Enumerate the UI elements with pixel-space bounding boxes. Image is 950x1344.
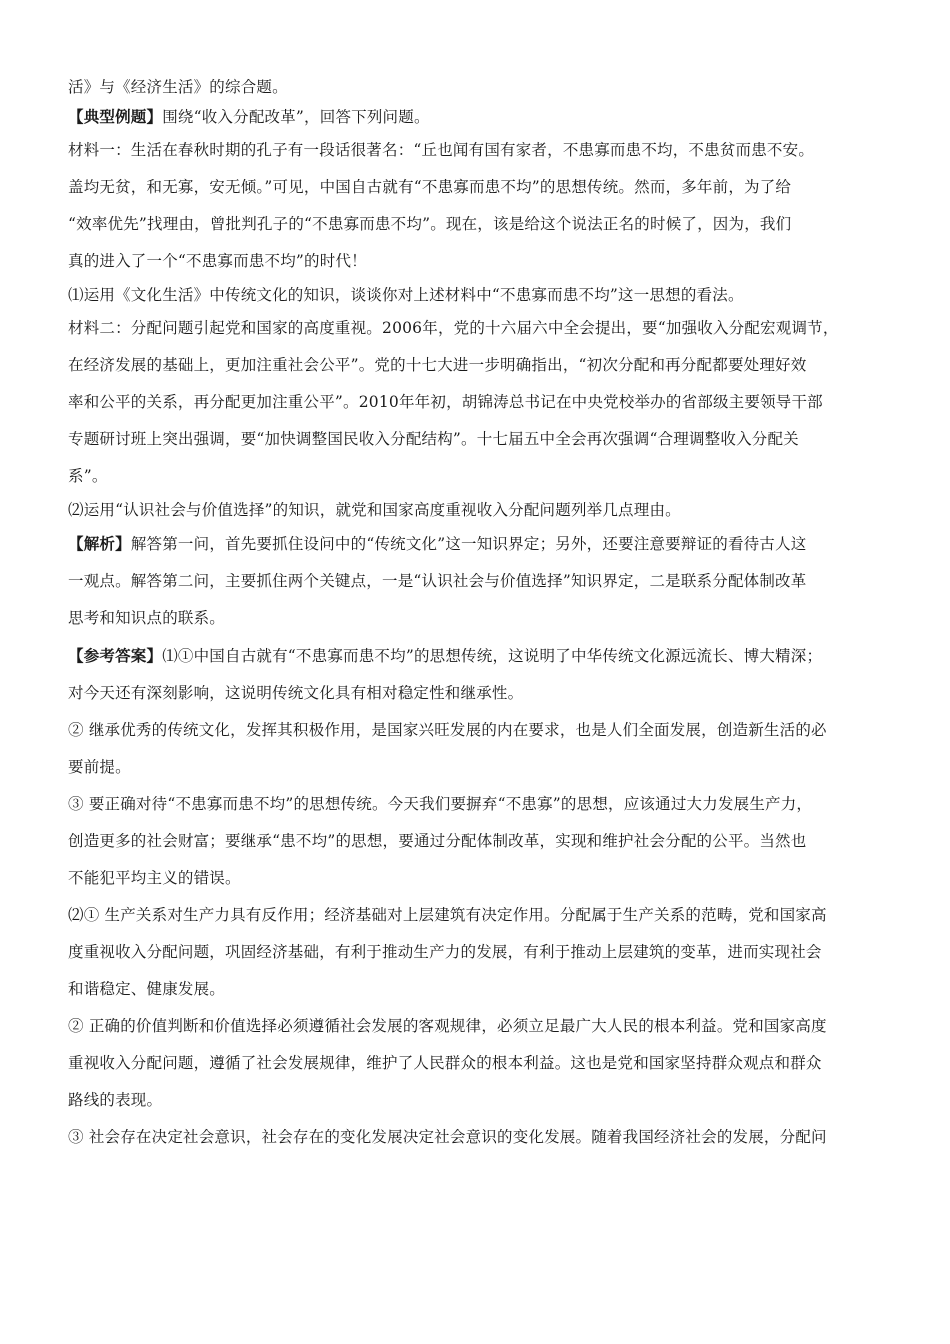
text-line xyxy=(68,600,888,637)
line-text: 真的进入了一个“不患寡而患不均”的时代！ xyxy=(68,252,367,270)
text-line xyxy=(68,495,888,525)
line-text: 率和公平的关系，再分配更加注重公平”。2010年年初，胡锦涛总书记在中央党校举办的省部级主要领导干部 xyxy=(68,393,823,411)
text-line xyxy=(68,786,888,823)
line-text: 思考和知识点的联系。 xyxy=(68,609,226,627)
line-text: 重视收入分配问题，遵循了社会发展规律，维护了人民群众的根本利益。这也是党和国家坚持群众观点和群众 xyxy=(68,1054,822,1072)
section-label: 【典型例题】 xyxy=(68,107,163,126)
text-line xyxy=(68,1082,888,1119)
text-line xyxy=(68,102,888,132)
text-line xyxy=(68,823,888,860)
line-text: 和谐稳定、健康发展。 xyxy=(68,980,226,998)
text-line xyxy=(68,169,888,206)
text-line xyxy=(68,421,888,458)
text-line xyxy=(68,971,888,1008)
line-text: 盖均无贫，和无寡，安无倾。”可见，中国自古就有“不患寡而患不均”的思想传统。然而，多年前，为了给 xyxy=(68,178,792,196)
text-line xyxy=(68,132,888,169)
line-text: 一观点。解答第二问，主要抓住两个关键点，一是“认识社会与价值选择”知识界定，二是联系分配体制改革 xyxy=(68,572,807,590)
line-text: ③ 要正确对待“不患寡而患不均”的思想传统。今天我们要摒弃“不患寡”的思想，应该通过大力发展生产力， xyxy=(68,795,813,813)
text-line xyxy=(68,897,888,934)
text-line xyxy=(68,1008,888,1045)
line-text: 围绕“收入分配改革”，回答下列问题。 xyxy=(162,108,430,126)
line-text: 解答第一问，首先要抓住设问中的“传统文化”这一知识界定；另外，还要注意要辩证的看待古人这 xyxy=(130,535,807,553)
text-line xyxy=(68,280,888,310)
section-label: 【参考答案】 xyxy=(68,646,163,665)
text-line xyxy=(68,206,888,243)
text-line xyxy=(68,384,888,421)
line-text: 创造更多的社会财富；要继承“患不均”的思想，要通过分配体制改革，实现和维护社会分配的公平。当然也 xyxy=(68,832,807,850)
text-line xyxy=(68,347,888,384)
section-label: 【解析】 xyxy=(68,534,131,553)
text-line xyxy=(68,458,888,495)
line-text: 材料一：生活在春秋时期的孔子有一段话很著名：“丘也闻有国有家者，不患寡而患不均，不患贫而患不安。 xyxy=(68,141,815,159)
line-text: 专题研讨班上突出强调，要“加快调整国民收入分配结构”。十七届五中全会再次强调“合理调整收入分配关 xyxy=(68,430,799,448)
line-text: 材料二：分配问题引起党和国家的高度重视。2006年，党的十六届六中全会提出，要“加强收入分配宏观调节， xyxy=(68,319,839,337)
line-text: “效率优先”找理由，曾批判孔子的“不患寡而患不均”。现在，该是给这个说法正名的时候了，因为，我们 xyxy=(68,215,792,233)
text-line xyxy=(68,525,888,563)
text-line xyxy=(68,310,888,347)
line-text: ⑵① 生产关系对生产力具有反作用；经济基础对上层建筑有决定作用。分配属于生产关系的范畴，党和国家高 xyxy=(68,906,827,924)
line-text: 对今天还有深刻影响，这说明传统文化具有相对稳定性和继承性。 xyxy=(68,684,524,702)
line-text: ③ 社会存在决定社会意识，社会存在的变化发展决定社会意识的变化发展。随着我国经济社会的发展，分配问 xyxy=(68,1128,827,1146)
text-line xyxy=(68,1119,888,1156)
text-line xyxy=(68,1045,888,1082)
text-line xyxy=(68,563,888,600)
text-line xyxy=(68,637,888,675)
document-page xyxy=(68,72,888,1156)
text-line xyxy=(68,934,888,971)
line-text: 活》与《经济生活》的综合题。 xyxy=(68,78,288,96)
text-line xyxy=(68,675,888,712)
text-line xyxy=(68,712,888,749)
line-text: 不能犯平均主义的错误。 xyxy=(68,869,241,887)
line-text: ⑴①中国自古就有“不患寡而患不均”的思想传统，这说明了中华传统文化源远流长、博大精深； xyxy=(162,647,823,665)
line-text: 度重视收入分配问题，巩固经济基础，有利于推动生产力的发展，有利于推动上层建筑的变革，进而实现社会 xyxy=(68,943,822,961)
line-text: ② 继承优秀的传统文化，发挥其积极作用，是国家兴旺发展的内在要求，也是人们全面发展，创造新生活的必 xyxy=(68,721,827,739)
line-text: 要前提。 xyxy=(68,758,131,776)
line-text: ⑴运用《文化生活》中传统文化的知识，谈谈你对上述材料中“不患寡而患不均”这一思想的看法。 xyxy=(68,286,744,304)
line-text: 在经济发展的基础上，更加注重社会公平”。党的十七大进一步明确指出，“初次分配和再分配都要处理好效 xyxy=(68,356,807,374)
text-line xyxy=(68,860,888,897)
line-text: ⑵运用“认识社会与价值选择”的知识，就党和国家高度重视收入分配问题列举几点理由。 xyxy=(68,501,681,519)
text-line xyxy=(68,243,888,280)
line-text: 路线的表现。 xyxy=(68,1091,163,1109)
line-text: 系”。 xyxy=(68,467,108,485)
text-line xyxy=(68,72,888,102)
line-text: ② 正确的价值判断和价值选择必须遵循社会发展的客观规律，必须立足最广大人民的根本利益。党和国家高度 xyxy=(68,1017,827,1035)
text-line xyxy=(68,749,888,786)
